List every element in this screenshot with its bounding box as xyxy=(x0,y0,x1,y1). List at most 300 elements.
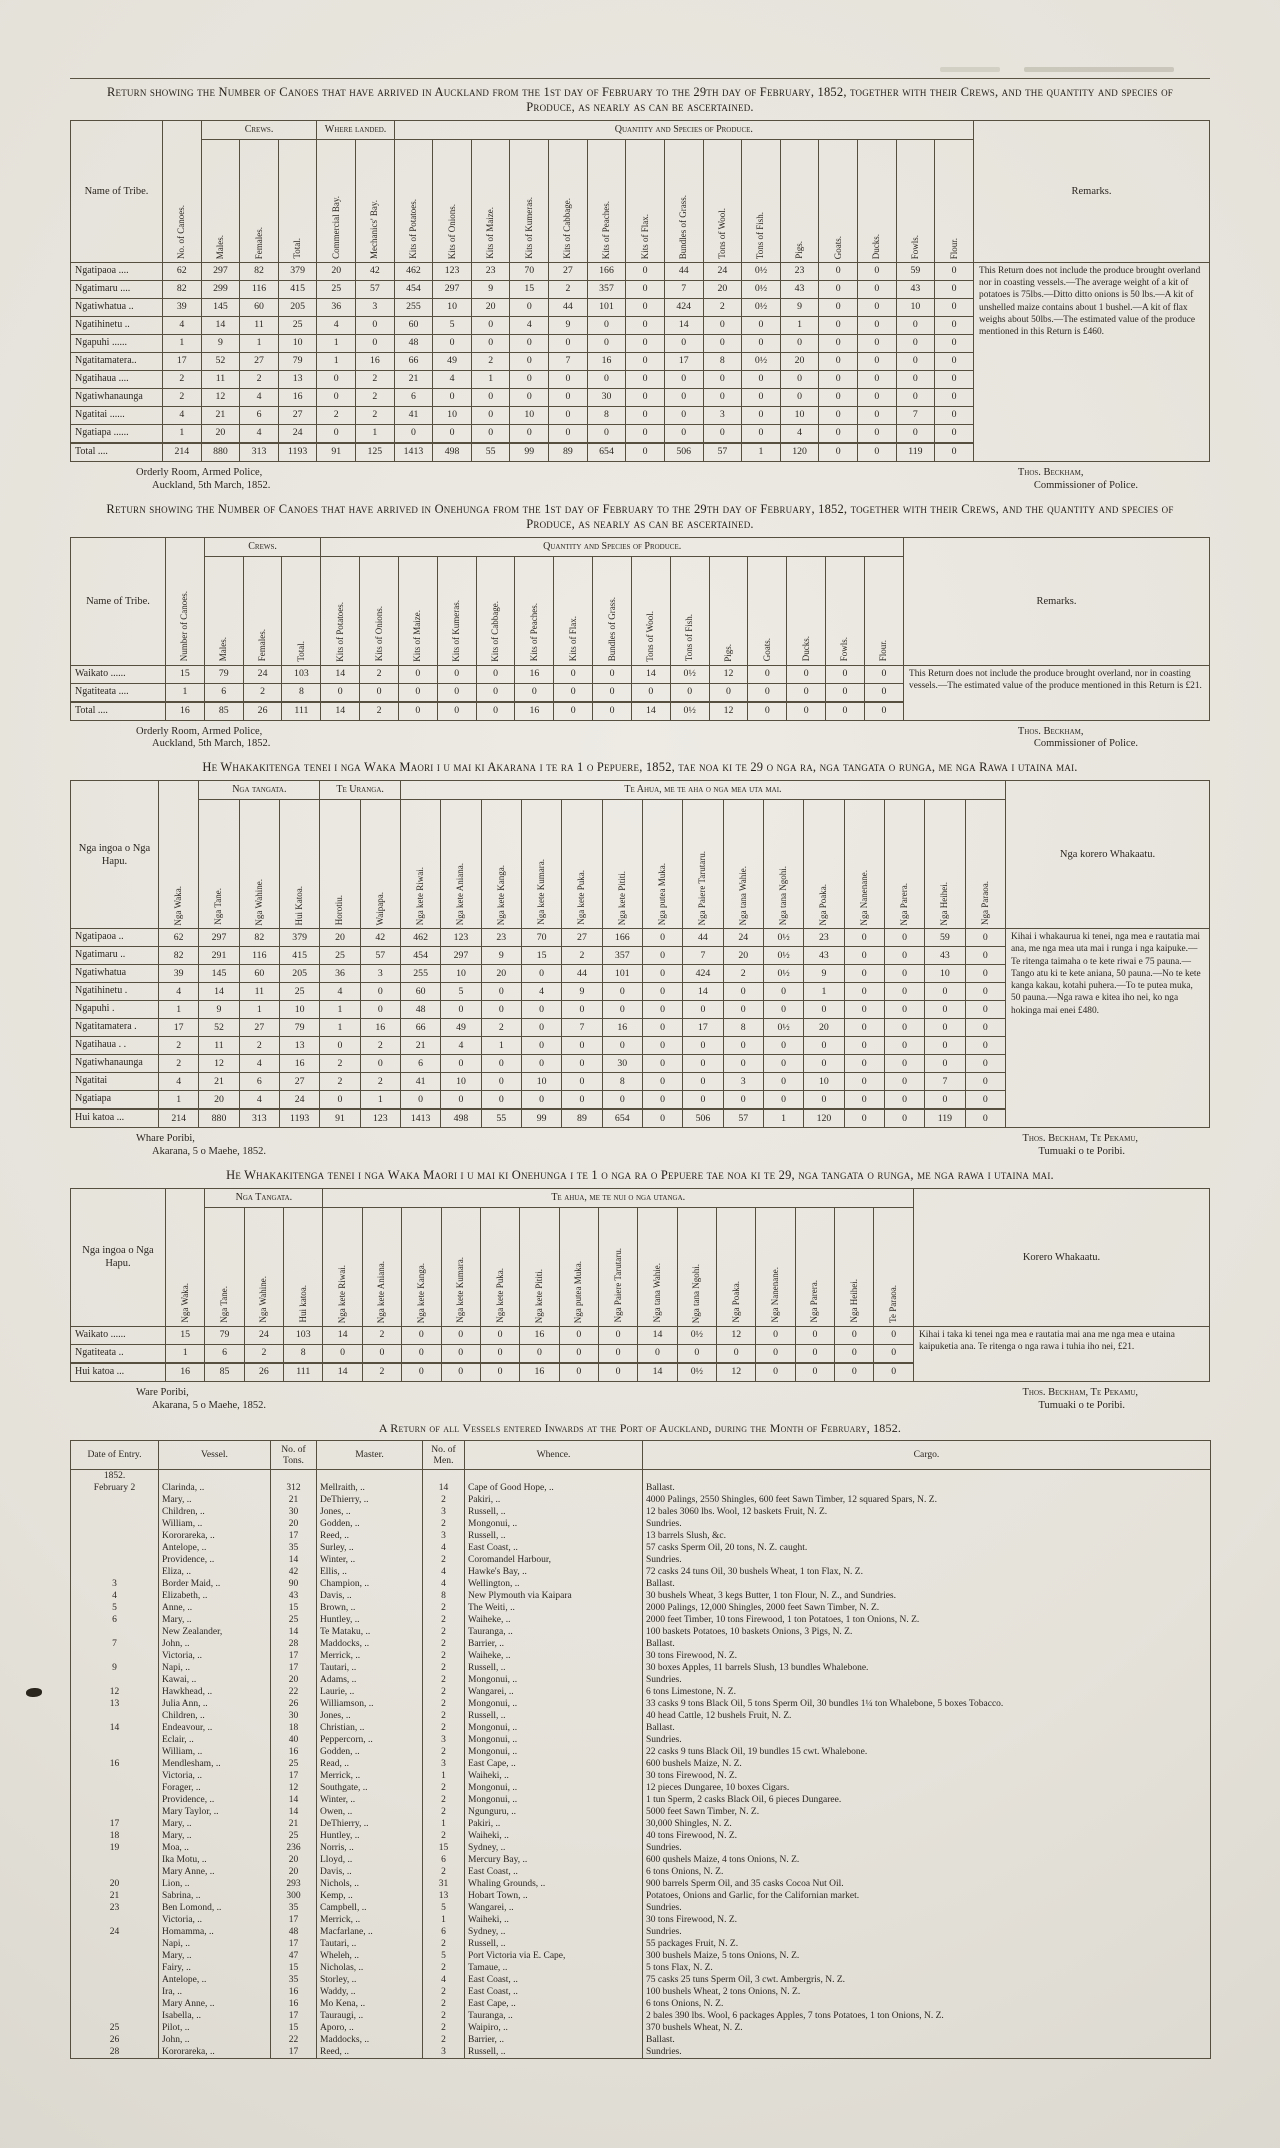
data-cell: 0½ xyxy=(742,353,781,371)
data-cell: 14 xyxy=(638,1363,677,1382)
auckland-canoe-table-host xyxy=(70,120,1210,462)
data-cell: 1 xyxy=(159,1091,199,1110)
data-cell: 0 xyxy=(521,1001,561,1019)
data-cell: 4 xyxy=(159,983,199,1001)
data-cell: 0 xyxy=(356,335,395,353)
data-cell: 16 xyxy=(602,1019,642,1037)
data-cell: 0 xyxy=(925,1019,965,1037)
whence-cell: Mongonui, .. xyxy=(465,1734,643,1746)
col-header xyxy=(282,556,321,665)
data-cell: 0 xyxy=(398,683,437,702)
date-cell: 26 xyxy=(71,2034,159,2046)
col-header xyxy=(471,140,510,263)
group-header: Where landed. xyxy=(317,121,394,140)
data-cell: 6 xyxy=(400,1055,440,1073)
data-cell: 11 xyxy=(201,371,240,389)
data-cell: 17 xyxy=(664,353,703,371)
data-cell: 49 xyxy=(433,353,472,371)
col-header xyxy=(896,140,935,263)
master-cell: Winter, .. xyxy=(317,1554,423,1566)
tons-cell: 15 xyxy=(271,1602,317,1614)
tons-cell: 20 xyxy=(271,1518,317,1530)
data-cell: 42 xyxy=(356,263,395,281)
master-cell: Storley, .. xyxy=(317,1974,423,1986)
data-cell: 52 xyxy=(199,1019,239,1037)
data-cell: 17 xyxy=(159,1019,199,1037)
footer-address-line1: Ware Poribi, xyxy=(136,1386,189,1398)
cell xyxy=(71,781,1210,929)
tons-cell: 22 xyxy=(271,2034,317,2046)
tribe-name-cell: Ngatitai xyxy=(71,1073,159,1091)
data-cell: 57 xyxy=(703,443,742,462)
data-cell: 0 xyxy=(480,1363,519,1382)
men-cell: 2 xyxy=(423,1626,465,1638)
data-cell: 82 xyxy=(240,263,279,281)
tons-cell: 20 xyxy=(271,1866,317,1878)
data-cell: 880 xyxy=(199,1109,239,1128)
table-row xyxy=(71,1746,1211,1758)
data-cell: 27 xyxy=(239,1019,279,1037)
col-header xyxy=(780,140,819,263)
tons-cell: 17 xyxy=(271,1914,317,1926)
data-cell: 23 xyxy=(780,263,819,281)
data-cell: 0 xyxy=(626,263,665,281)
data-cell: 116 xyxy=(240,281,279,299)
master-cell: Maddocks, .. xyxy=(317,2034,423,2046)
master-cell: Tautari, .. xyxy=(317,1938,423,1950)
table-row xyxy=(71,1506,1211,1518)
data-cell: 1 xyxy=(317,335,356,353)
vessel-cell: Mary, .. xyxy=(159,1830,271,1842)
col-header xyxy=(360,800,400,929)
data-cell: 2 xyxy=(360,1037,400,1055)
data-cell: 0 xyxy=(626,335,665,353)
data-cell: 0 xyxy=(626,443,665,462)
data-cell: 0 xyxy=(819,317,858,335)
data-cell: 0 xyxy=(317,371,356,389)
data-cell: 0 xyxy=(554,702,593,721)
data-cell: 103 xyxy=(282,665,321,683)
data-cell: 0 xyxy=(965,1091,1005,1110)
data-cell: 0 xyxy=(402,1363,441,1382)
col-header-label: Goats. xyxy=(761,638,772,662)
data-cell: 13 xyxy=(279,1037,319,1055)
footer-address xyxy=(136,726,270,752)
date-cell xyxy=(71,1554,159,1566)
data-cell: 0 xyxy=(819,281,858,299)
akarana-canoe-table-host xyxy=(70,780,1210,1128)
data-cell: 1 xyxy=(163,335,202,353)
onehunga-footer xyxy=(136,726,1184,752)
table-row xyxy=(71,1842,1211,1854)
data-cell: 14 xyxy=(683,983,723,1001)
data-cell: 0 xyxy=(819,335,858,353)
data-cell: 0½ xyxy=(677,1363,716,1382)
cargo-cell: 72 casks 24 tuns Oil, 30 bushels Wheat, 1 ton Flax, N. Z. xyxy=(643,1566,1211,1578)
data-cell: 16 xyxy=(278,389,317,407)
men-cell: 2 xyxy=(423,1614,465,1626)
col-header xyxy=(819,140,858,263)
footer-signature-name: Thos. Beckham, Te Pekamu, xyxy=(1022,1133,1138,1145)
data-cell: 20 xyxy=(481,965,521,983)
remarks-cell: Kihai i taka ki tenei nga mea e rautatia mai ana me nga mea e utaina kaipuketia ana. Te ritenga o nga rawa i tuhia iho nei, £21. xyxy=(914,1326,1210,1381)
footer-address-line2: Auckland, 5th March, 1852. xyxy=(152,738,271,750)
table-row xyxy=(71,1566,1211,1578)
data-cell: 0 xyxy=(965,965,1005,983)
data-cell: 36 xyxy=(317,299,356,317)
data-cell: 0 xyxy=(683,1055,723,1073)
data-cell: 8 xyxy=(282,683,321,702)
data-cell: 101 xyxy=(587,299,626,317)
data-cell: 0 xyxy=(925,1091,965,1110)
data-cell: 166 xyxy=(587,263,626,281)
whence-cell: Barrier, .. xyxy=(465,2034,643,2046)
data-cell: 1 xyxy=(239,1001,279,1019)
data-cell: 0 xyxy=(857,281,896,299)
vessel-cell: Mary, .. xyxy=(159,1494,271,1506)
data-cell: 23 xyxy=(471,263,510,281)
col-header xyxy=(935,140,974,263)
data-cell: 1 xyxy=(804,983,844,1001)
cell xyxy=(71,121,1210,263)
col-header xyxy=(515,556,554,665)
date-cell xyxy=(71,1746,159,1758)
master-cell: Mellraith, .. xyxy=(317,1469,423,1494)
date-cell: 19 xyxy=(71,1842,159,1854)
col-header-label: Kits of Cabbage. xyxy=(562,198,573,259)
data-cell: 4 xyxy=(240,389,279,407)
data-cell: 14 xyxy=(631,665,670,683)
table-row xyxy=(71,1878,1211,1890)
data-cell: 0 xyxy=(683,1091,723,1110)
data-cell: 9 xyxy=(562,983,602,1001)
data-cell: 17 xyxy=(683,1019,723,1037)
data-cell: 0 xyxy=(602,1091,642,1110)
whence-cell: Barrier, .. xyxy=(465,1638,643,1650)
col-header xyxy=(400,800,440,929)
master-cell: Huntley, .. xyxy=(317,1614,423,1626)
tons-cell: 22 xyxy=(271,1686,317,1698)
col-header-label: Hui Katoa. xyxy=(294,885,305,926)
tons-cell: 26 xyxy=(271,1698,317,1710)
cargo-cell: 33 casks 9 tons Black Oil, 5 tons Sperm Oil, 30 bundles 1¼ ton Whalebone, 5 boxes Tobacco. xyxy=(643,1698,1211,1710)
tons-cell: 12 xyxy=(271,1782,317,1794)
data-cell: 55 xyxy=(481,1109,521,1128)
col-header-label: Nga Poaka. xyxy=(818,883,829,926)
tons-cell: 47 xyxy=(271,1950,317,1962)
men-cell: 13 xyxy=(423,1890,465,1902)
data-cell: 0 xyxy=(835,1363,874,1382)
col-header xyxy=(320,800,360,929)
data-cell: 0 xyxy=(683,1001,723,1019)
akarana-table xyxy=(70,780,1210,1128)
master-cell: Davis, .. xyxy=(317,1590,423,1602)
data-cell: 0 xyxy=(864,683,903,702)
table-row xyxy=(71,1866,1211,1878)
data-cell: 7 xyxy=(562,1019,602,1037)
vessel-cell: Children, .. xyxy=(159,1506,271,1518)
data-cell: 0 xyxy=(826,665,865,683)
footer-address-line2: Auckland, 5th March, 1852. xyxy=(152,479,271,491)
data-cell: 0½ xyxy=(742,281,781,299)
data-cell: 119 xyxy=(925,1109,965,1128)
footer-address xyxy=(136,1387,266,1413)
data-cell: 0 xyxy=(935,263,974,281)
data-cell: 1413 xyxy=(394,443,433,462)
cargo-cell: Ballast. xyxy=(643,1469,1211,1494)
vessel-cell: Ben Lomond, .. xyxy=(159,1902,271,1914)
cargo-cell: 100 baskets Potatoes, 10 baskets Onions, 3 Pigs, N. Z. xyxy=(643,1626,1211,1638)
whence-cell: Pakiri, .. xyxy=(465,1494,643,1506)
data-cell: 0 xyxy=(742,335,781,353)
data-cell: 145 xyxy=(199,965,239,983)
date-cell xyxy=(71,1710,159,1722)
data-cell: 36 xyxy=(320,965,360,983)
data-cell: 0½ xyxy=(763,965,803,983)
data-cell: 0 xyxy=(703,389,742,407)
col-header xyxy=(323,1207,362,1326)
date-cell xyxy=(71,1469,159,1494)
col-header-label: Kits of Flax. xyxy=(639,213,650,259)
data-cell: 41 xyxy=(400,1073,440,1091)
col-header xyxy=(205,1207,244,1326)
cell xyxy=(71,537,1210,665)
date-cell xyxy=(71,1914,159,1926)
men-cell: 2 xyxy=(423,1938,465,1950)
men-cell: 3 xyxy=(423,1530,465,1542)
footer-signature-block xyxy=(1018,726,1138,752)
data-cell: 297 xyxy=(199,929,239,947)
data-cell: 0 xyxy=(476,702,515,721)
data-cell: 0 xyxy=(642,1109,682,1128)
data-cell: 0 xyxy=(935,299,974,317)
whence-cell: Waiheki, .. xyxy=(465,1830,643,1842)
vessel-cell: Mendlesham, .. xyxy=(159,1758,271,1770)
data-cell: 1 xyxy=(360,1091,400,1110)
vessel-cell: Antelope, .. xyxy=(159,1542,271,1554)
footer-address xyxy=(136,1133,266,1159)
data-cell: 24 xyxy=(278,425,317,444)
cargo-cell: 600 qushels Maize, 4 tons Onions, N. Z. xyxy=(643,1854,1211,1866)
data-cell: 0 xyxy=(559,1326,598,1344)
data-cell: 0 xyxy=(398,702,437,721)
data-cell: 0 xyxy=(925,983,965,1001)
master-cell: Surley, .. xyxy=(317,1542,423,1554)
auckland-return-section xyxy=(70,85,1210,493)
master-cell: DeThierry, .. xyxy=(317,1494,423,1506)
header-group-row xyxy=(71,781,1210,800)
col-header-label: Tons of Fish. xyxy=(755,211,766,259)
data-cell: 498 xyxy=(433,443,472,462)
whence-cell: Tauranga, .. xyxy=(465,1626,643,1638)
col-header-label: Tons of Wool. xyxy=(716,208,727,259)
data-cell: 0 xyxy=(360,683,399,702)
tons-cell: 16 xyxy=(271,1746,317,1758)
master-cell: Jones, .. xyxy=(317,1710,423,1722)
data-cell: 11 xyxy=(240,317,279,335)
whence-cell: Mongonui, .. xyxy=(465,1722,643,1734)
data-cell: 0 xyxy=(857,425,896,444)
data-cell: 0 xyxy=(549,407,588,425)
cell xyxy=(71,1440,1211,1469)
data-cell: 0 xyxy=(925,1001,965,1019)
data-cell: 11 xyxy=(239,983,279,1001)
footer-signature-name: Thos. Beckham, xyxy=(1017,725,1084,737)
col-header xyxy=(602,800,642,929)
master-cell: Godden, .. xyxy=(317,1518,423,1530)
data-cell: 0 xyxy=(481,1001,521,1019)
total-label-cell: Total .... xyxy=(71,702,166,721)
vessel-cell: William, .. xyxy=(159,1518,271,1530)
men-cell: 2 xyxy=(423,1866,465,1878)
data-cell: 0 xyxy=(433,425,472,444)
data-cell: 0 xyxy=(748,683,787,702)
date-cell: 5 xyxy=(71,1602,159,1614)
men-cell: 6 xyxy=(423,1926,465,1938)
men-cell: 3 xyxy=(423,1734,465,1746)
men-cell: 2 xyxy=(423,1662,465,1674)
col-header xyxy=(239,800,279,929)
date-cell xyxy=(71,1854,159,1866)
vessel-cell: Sabrina, .. xyxy=(159,1890,271,1902)
col-header xyxy=(587,140,626,263)
data-cell: 4 xyxy=(320,983,360,1001)
tons-cell: 300 xyxy=(271,1890,317,1902)
footer-signature-block xyxy=(1018,467,1138,493)
data-cell: 0 xyxy=(642,1037,682,1055)
tons-cell: 14 xyxy=(271,1794,317,1806)
cargo-cell: Sundries. xyxy=(643,1674,1211,1686)
data-cell: 0 xyxy=(935,371,974,389)
men-cell: 2 xyxy=(423,1698,465,1710)
data-cell: 2 xyxy=(240,371,279,389)
data-cell: 0 xyxy=(819,425,858,444)
data-cell: 3 xyxy=(723,1073,763,1091)
col-header xyxy=(360,556,399,665)
date-cell: 14 xyxy=(71,1722,159,1734)
table-row xyxy=(71,1554,1211,1566)
col-header-label: Kits of Maize. xyxy=(485,207,496,259)
data-cell: 59 xyxy=(925,929,965,947)
table-row xyxy=(71,929,1210,947)
whence-cell: Waiheki, .. xyxy=(465,1770,643,1782)
data-cell: 357 xyxy=(587,281,626,299)
data-cell: 0 xyxy=(787,665,826,683)
col-header xyxy=(631,556,670,665)
auckland-table xyxy=(70,120,1210,462)
data-cell: 21 xyxy=(199,1073,239,1091)
table-row xyxy=(71,1914,1211,1926)
col-header-label: Nga Parera. xyxy=(809,1280,820,1323)
whence-cell: Port Victoria via E. Cape, xyxy=(465,1950,643,1962)
whence-cell: Mongonui, .. xyxy=(465,1782,643,1794)
data-cell: 79 xyxy=(278,353,317,371)
cargo-cell: 30 bushels Wheat, 3 kegs Butter, 1 ton Flour, N. Z., and Sundries. xyxy=(643,1590,1211,1602)
data-cell: 0 xyxy=(549,389,588,407)
whence-cell: Russell, .. xyxy=(465,1506,643,1518)
data-cell: 0 xyxy=(965,1019,1005,1037)
cargo-cell: 5 tons Flax, N. Z. xyxy=(643,1962,1211,1974)
col-header xyxy=(709,556,748,665)
tons-cell: 17 xyxy=(271,2046,317,2059)
data-cell: 0½ xyxy=(677,1326,716,1344)
data-cell: 10 xyxy=(780,407,819,425)
data-cell: 9 xyxy=(481,947,521,965)
tons-cell: 236 xyxy=(271,1842,317,1854)
col-header-label: Bundles of Grass. xyxy=(678,194,689,259)
table-row xyxy=(71,1602,1211,1614)
cell xyxy=(71,1326,1210,1381)
col-header xyxy=(278,140,317,263)
data-cell: 0 xyxy=(935,443,974,462)
data-cell: 0 xyxy=(857,371,896,389)
data-cell: 4 xyxy=(521,983,561,1001)
data-cell: 0 xyxy=(626,299,665,317)
table-row xyxy=(71,1998,1211,2010)
data-cell: 379 xyxy=(278,263,317,281)
data-cell: 0 xyxy=(884,1019,924,1037)
cell xyxy=(71,1188,1210,1326)
auckland-footer xyxy=(136,467,1184,493)
table-row xyxy=(71,1926,1211,1938)
data-cell: 6 xyxy=(205,1344,244,1363)
col-header-label: Males. xyxy=(214,234,225,259)
data-cell: 4 xyxy=(159,1073,199,1091)
data-cell: 0 xyxy=(819,263,858,281)
col-header-label: Nga kete Puka. xyxy=(494,1268,505,1323)
data-cell: 4 xyxy=(163,407,202,425)
col-header xyxy=(476,556,515,665)
tribe-name-cell: Ngatitamatera . xyxy=(71,1019,159,1037)
col-header-label: Waipapa. xyxy=(374,891,385,926)
data-cell: 111 xyxy=(282,702,321,721)
men-cell: 2 xyxy=(423,1650,465,1662)
tons-cell: 30 xyxy=(271,1506,317,1518)
data-cell: 0 xyxy=(723,983,763,1001)
data-cell: 27 xyxy=(549,263,588,281)
data-cell: 0 xyxy=(441,1344,480,1363)
vessel-cell: Fairy, .. xyxy=(159,1962,271,1974)
col-header xyxy=(243,556,282,665)
table-row xyxy=(71,1782,1211,1794)
data-cell: 2 xyxy=(244,1344,283,1363)
master-cell: Nichols, .. xyxy=(317,1878,423,1890)
col-header xyxy=(441,800,481,929)
vessel-cell: Mary Anne, .. xyxy=(159,1998,271,2010)
master-cell: Champion, .. xyxy=(317,1578,423,1590)
total-label-cell: Hui katoa ... xyxy=(71,1109,159,1128)
remarks-header: Korero Whakaatu. xyxy=(914,1188,1210,1326)
cargo-cell: Sundries. xyxy=(643,1842,1211,1854)
data-cell: 10 xyxy=(896,299,935,317)
table-row xyxy=(71,1770,1211,1782)
data-cell: 0 xyxy=(549,425,588,444)
col-header-label: Nga kete Kumara. xyxy=(455,1257,466,1323)
remarks-header: Nga korero Whakaatu. xyxy=(1006,781,1210,929)
data-cell: 14 xyxy=(199,983,239,1001)
men-cell: 2 xyxy=(423,2010,465,2022)
data-cell: 0 xyxy=(476,683,515,702)
data-cell: 25 xyxy=(317,281,356,299)
col-header xyxy=(965,800,1005,929)
data-cell: 43 xyxy=(925,947,965,965)
data-cell: 0 xyxy=(884,1001,924,1019)
data-cell: 0 xyxy=(723,1055,763,1073)
col-header-label: Number of Canoes. xyxy=(179,591,190,662)
data-cell: 57 xyxy=(360,947,400,965)
data-cell: 0 xyxy=(935,335,974,353)
data-cell: 0 xyxy=(471,407,510,425)
